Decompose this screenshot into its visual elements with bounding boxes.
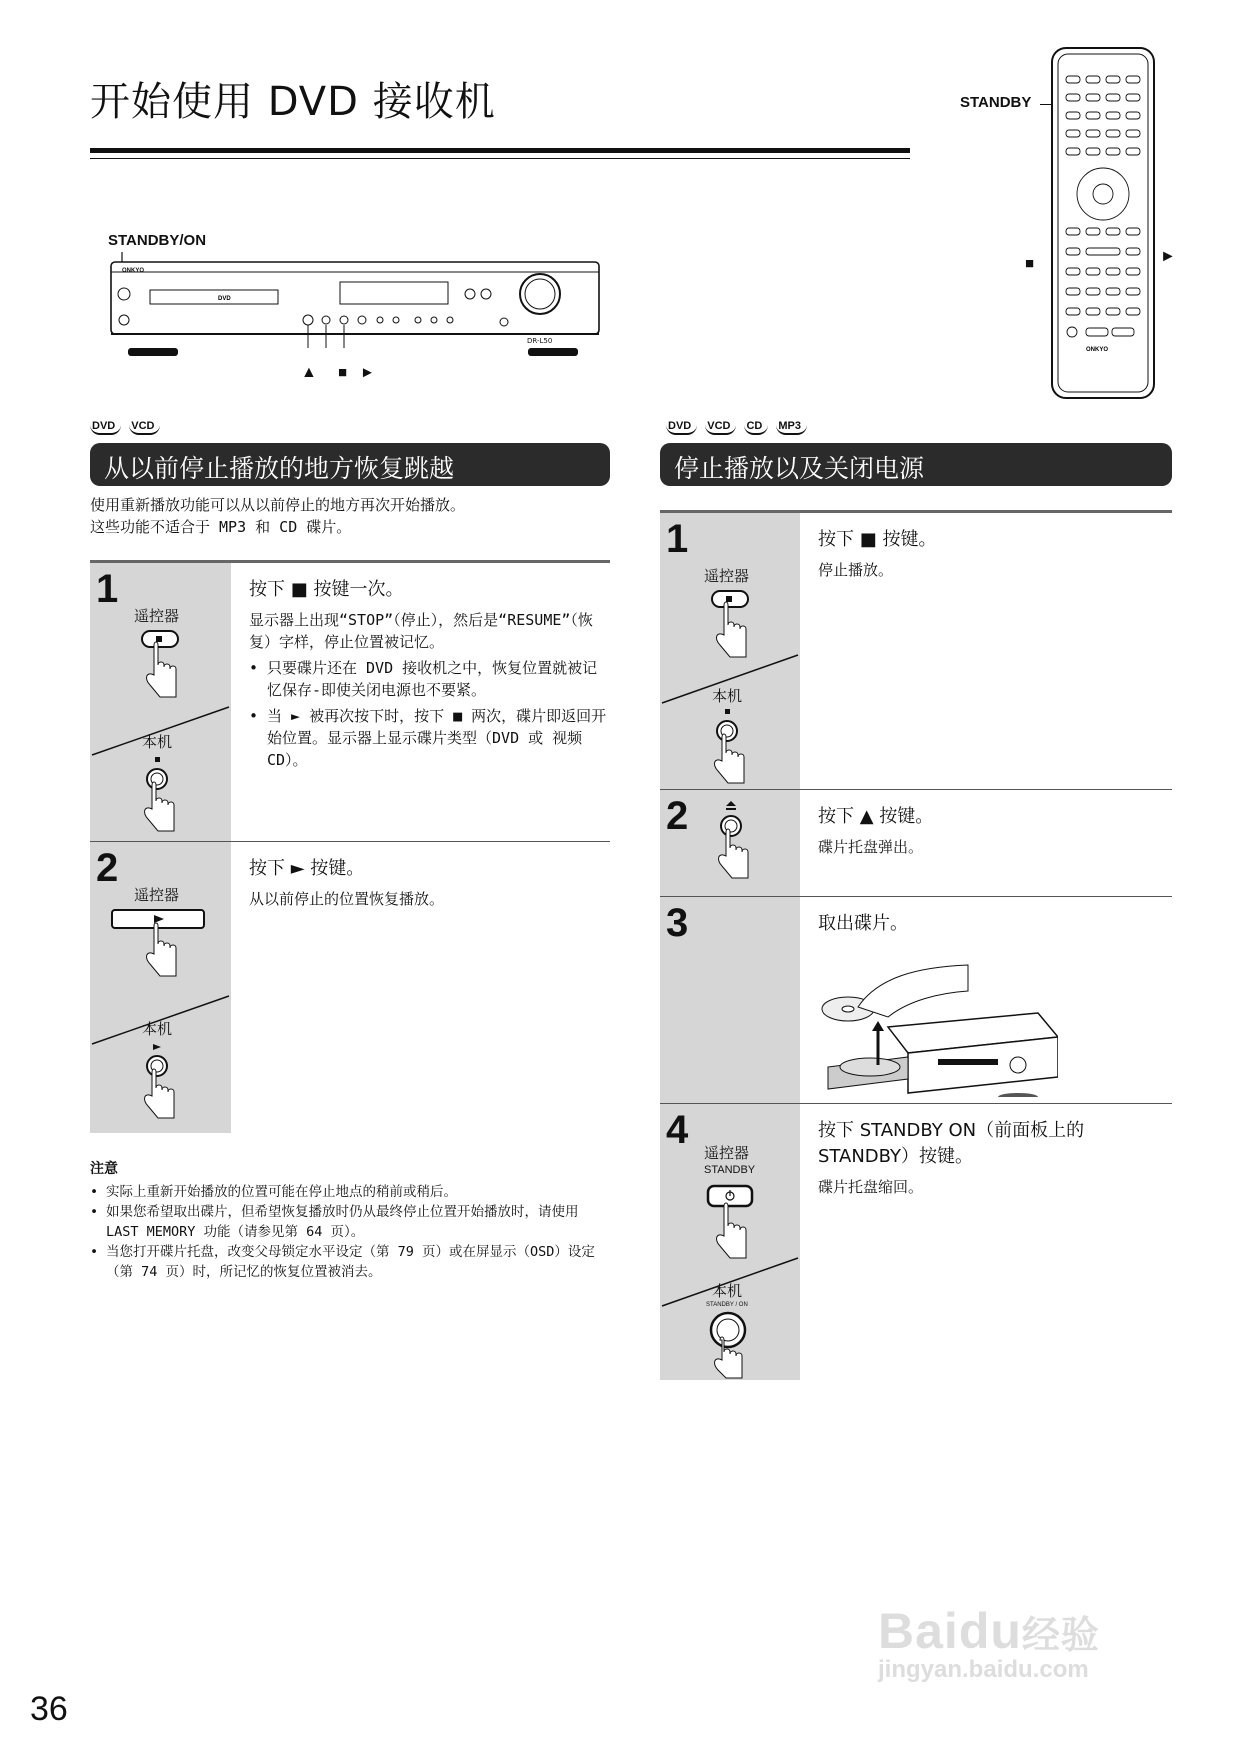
left-section-heading: 从以前停止播放的地方恢复跳越: [90, 443, 610, 486]
left-step-2: [90, 842, 610, 1133]
step-heading: 按下 ■ 按键。: [818, 529, 937, 550]
model-label: DR-L50: [527, 337, 553, 345]
step-number: 2: [96, 846, 119, 890]
disc-icon: MP3: [776, 420, 807, 435]
step-heading: 按下 ▲ 按键。: [818, 806, 934, 827]
note-item: • 实际上重新开始播放的位置可能在停止地点的稍前或稍后。: [90, 1184, 457, 1200]
right-step-3: [660, 897, 1172, 1104]
play-callout: ►: [360, 364, 375, 381]
watermark: [878, 1602, 1100, 1684]
left-step-1: [90, 563, 610, 842]
step-text: [800, 1104, 1172, 1380]
dvd-logo: DVD: [218, 296, 231, 302]
step-number: 2: [666, 794, 689, 838]
bullet-item: • 只要碟片还在 DVD 接收机之中，恢复位置就被记忆保存-即使关闭电源也不要紧。: [249, 659, 598, 699]
step-heading: 取出碟片。: [818, 913, 908, 934]
step-text: [231, 842, 610, 1133]
receiver-front-panel-illustration: [108, 250, 608, 390]
disc-icon: VCD: [705, 420, 736, 435]
remote-label: 遥控器: [704, 567, 750, 585]
left-disc-icons: [90, 420, 160, 435]
step-body: 碟片托盘缩回。: [818, 1178, 924, 1196]
eject-callout: ▲: [301, 364, 317, 381]
intro-line: 使用重新播放功能可以从以前停止的地方再次开始播放。: [90, 496, 466, 514]
right-step-2: [660, 790, 1172, 897]
step-heading: 按下 STANDBY ON（前面板上的 STANDBY）按键。: [818, 1120, 1085, 1167]
watermark-text: 经验: [1021, 1615, 1100, 1657]
standby-on-callout: STANDBY/ON: [108, 232, 207, 249]
watermark-text: du: [958, 1603, 1022, 1659]
step-illustration-panel: [660, 790, 800, 896]
step-body: 碟片托盘弹出。: [818, 838, 924, 856]
unit-label: 本机: [712, 1282, 743, 1300]
step-number: 3: [666, 901, 689, 945]
right-step-1: [660, 513, 1172, 790]
left-intro: [90, 494, 610, 538]
unit-eject-button-hand-icon: [716, 800, 756, 890]
unit-stop-button-hand-icon: [142, 755, 182, 835]
step-illustration-panel: [90, 563, 231, 841]
watermark-text: Bai: [878, 1603, 959, 1659]
unit-label: 本机: [142, 1020, 173, 1038]
remote-stop-callout: ■: [1025, 255, 1035, 272]
right-step-4: [660, 1104, 1172, 1380]
right-section-heading: 停止播放以及关闭电源: [660, 443, 1172, 486]
standby-callout: STANDBY: [960, 94, 1032, 111]
step-illustration-panel: [660, 513, 800, 789]
left-steps: [90, 560, 610, 1133]
disc-icon: DVD: [90, 420, 121, 435]
step-heading: 按下 ► 按键。: [249, 858, 365, 879]
unit-label: 本机: [142, 733, 173, 751]
step-body: 从以前停止的位置恢复播放。: [249, 890, 445, 908]
step-illustration-panel: [90, 842, 231, 1133]
disc-icon: CD: [744, 420, 768, 435]
remote-brand-logo: ONKYO: [1086, 347, 1109, 353]
stop-callout: ■: [338, 364, 348, 381]
page-title: 开始使用 DVD 接收机: [90, 79, 496, 125]
unit-standby-on-label: STANDBY / ON: [706, 1302, 748, 1308]
remote-stop-button-hand-icon: [140, 629, 180, 699]
step-body: 停止播放。: [818, 561, 894, 579]
note-item: • 当您打开碟片托盘，改变父母锁定水平设定（第 79 页）或在屏显示（OSD）设定（第 74 页）时，所记忆的恢复位置被消去。: [90, 1244, 595, 1280]
step-illustration-panel: [660, 1104, 800, 1380]
right-disc-icons: [666, 420, 807, 435]
remove-disc-illustration: [818, 947, 1058, 1097]
disc-icon: DVD: [666, 420, 697, 435]
remote-label: 遥控器: [134, 886, 180, 904]
step-text: [800, 513, 1172, 789]
remote-play-callout: ►: [1160, 248, 1176, 265]
step-text: [231, 563, 610, 841]
watermark-url: jingyan.baidu.com: [878, 1656, 1089, 1683]
unit-play-button-hand-icon: [142, 1042, 182, 1122]
right-steps: [660, 510, 1172, 1380]
page-number: 36: [30, 1690, 68, 1728]
unit-label: 本机: [712, 687, 743, 705]
notes-heading: 注意: [90, 1161, 118, 1177]
step-illustration-panel: [660, 897, 800, 1103]
note-item: • 如果您希望取出碟片，但希望恢复播放时仍从最终停止位置开始播放时，请使用 LAST MEMORY 功能（请参见第 64 页）。: [90, 1204, 579, 1240]
unit-standby-button-hand-icon: [704, 1310, 760, 1380]
unit-stop-button-hand-icon: [712, 707, 752, 787]
bullet-item: • 当 ► 被再次按下时，按下 ■ 两次，碟片即返回开始位置。显示器上显示碟片类型（DVD 或 视频 CD）。: [249, 707, 607, 769]
step-number: 1: [96, 567, 119, 611]
remote-play-button-hand-icon: [110, 908, 206, 978]
remote-control-illustration: [1050, 46, 1156, 400]
step-heading: 按下 ■ 按键一次。: [249, 579, 404, 600]
step-number: 1: [666, 517, 689, 561]
remote-label: 遥控器: [704, 1144, 750, 1162]
step-text: [800, 897, 1172, 1103]
disc-icon: VCD: [129, 420, 160, 435]
title-rule-thin: [90, 158, 910, 159]
notes-section: [90, 1158, 610, 1282]
step-body: 显示器上出现“STOP”（停止），然后是“RESUME”（恢复）字样，停止位置被记忆。: [249, 611, 593, 651]
step-number: 4: [666, 1108, 689, 1152]
title-rule: [90, 148, 910, 153]
remote-label: 遥控器: [134, 607, 180, 625]
intro-line: 这些功能不适合于 MP3 和 CD 碟片。: [90, 518, 352, 536]
divider-line: [90, 693, 231, 763]
step-text: [800, 790, 1172, 896]
remote-standby-label: STANDBY: [704, 1164, 756, 1176]
